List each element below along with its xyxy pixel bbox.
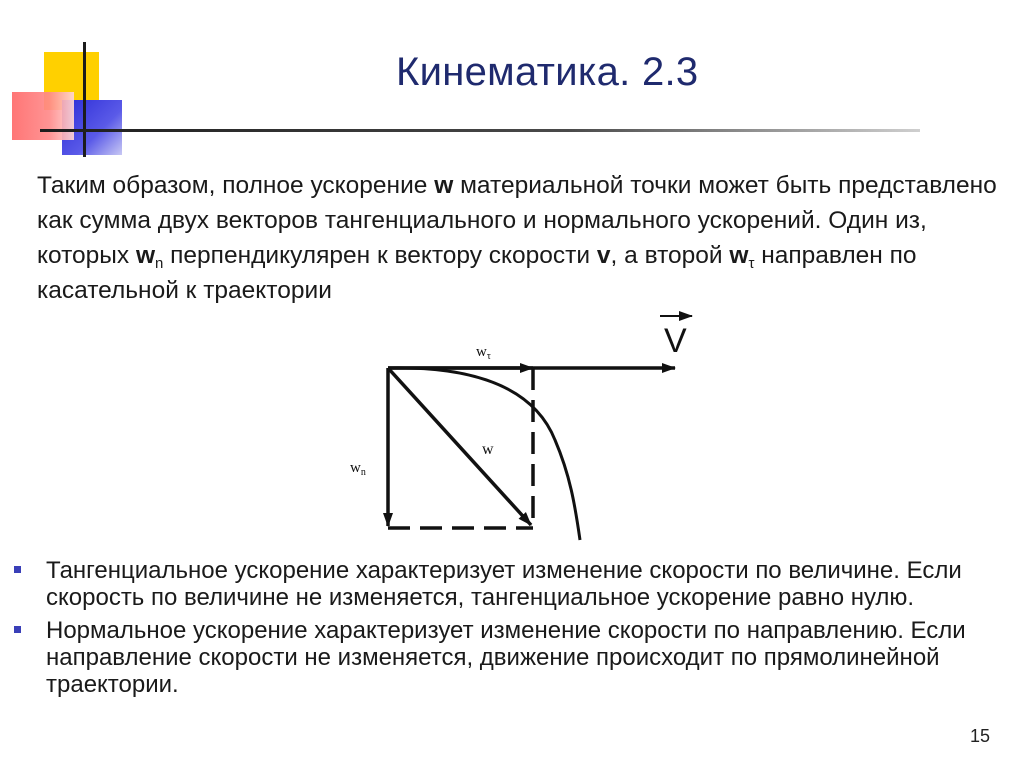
label-w-tau: $w_\tau$ <box>476 344 491 362</box>
label-w-n: $w_n$ <box>350 460 366 478</box>
symbol-w: w <box>434 172 454 199</box>
intro-paragraph <box>37 168 997 308</box>
decor-red-square <box>12 92 74 140</box>
symbol-v: v <box>596 242 611 269</box>
bullet-item <box>14 617 1004 698</box>
bullet-square-icon <box>14 626 21 633</box>
bullet-square-icon <box>14 566 21 573</box>
bullet-item <box>14 557 1004 611</box>
bullet-text: Нормальное ускорение характеризует изменение скорости по направлению. Если направление скорости не изменяется, движение происходит по прямолинейной траектории. <box>46 617 966 698</box>
intro-text-5: направлен по касательной к траектории <box>37 242 917 304</box>
symbol-wt: w <box>729 242 749 269</box>
vector-diagram <box>330 300 710 550</box>
decor-vertical-line <box>83 42 86 157</box>
title-underline <box>40 129 920 132</box>
label-w: w <box>482 441 494 458</box>
intro-text-1: Таким образом, полное ускорение <box>37 172 435 199</box>
intro-text-3: перпендикулярен к вектору скорости <box>163 242 597 269</box>
intro-text-2: материальной точки может быть представлено как сумма двух векторов тангенциального и нормального ускорений. Один из, которых <box>37 172 997 269</box>
bullet-list <box>14 557 1004 704</box>
symbol-wt-subscript: τ <box>748 255 755 272</box>
page-number: 15 <box>970 726 991 746</box>
symbol-wn-subscript: n <box>155 255 164 272</box>
slide-title: Кинематика. 2.3 <box>396 50 699 94</box>
intro-text-4: , а второй <box>610 242 730 269</box>
label-v: V <box>664 322 687 360</box>
symbol-wn: w <box>135 242 156 269</box>
bullet-text: Тангенциальное ускорение характеризует изменение скорости по величине. Если скорость по величине не изменяется, тангенциальное ускорение равно нулю. <box>46 557 962 611</box>
